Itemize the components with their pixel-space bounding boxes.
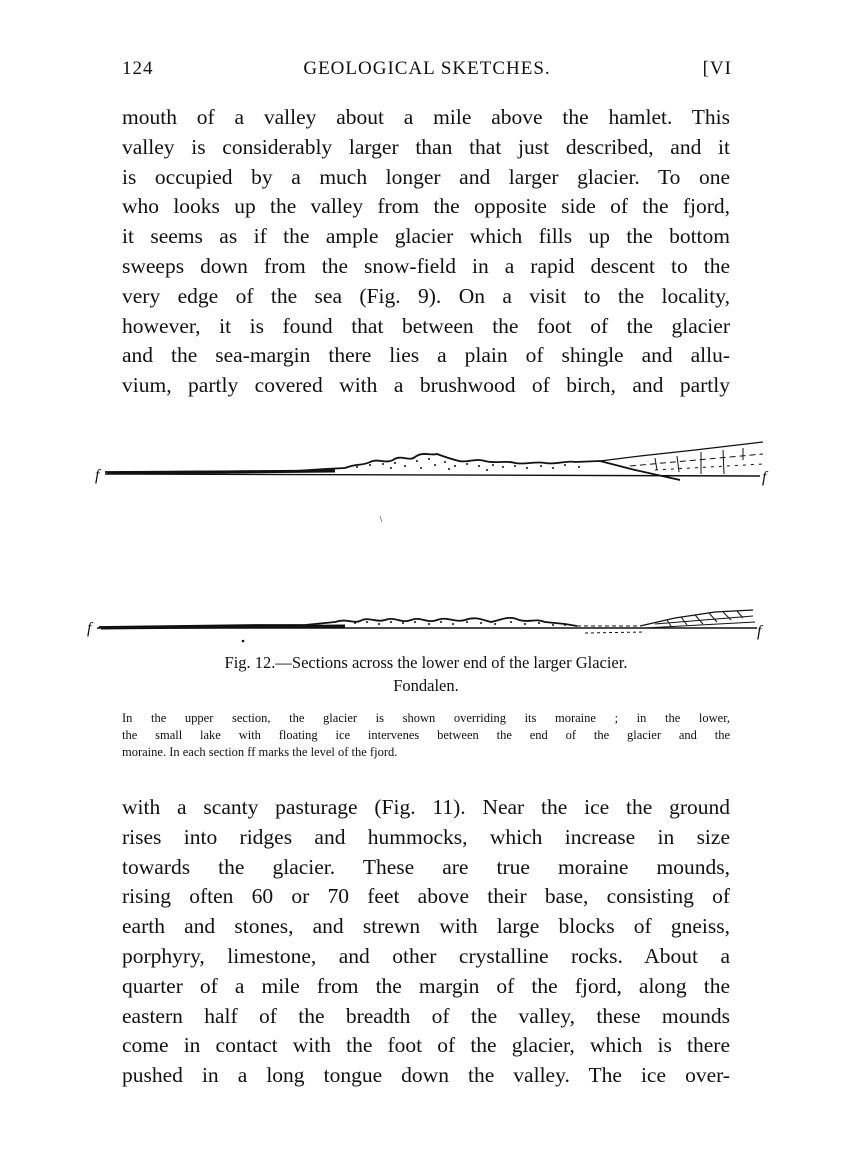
paragraph-top bbox=[122, 103, 730, 401]
caption-line: Fondalen. bbox=[393, 676, 459, 695]
lower-lake-bed bbox=[585, 632, 645, 633]
text-line: porphyry, limestone, and other crystalline rocks. About a bbox=[122, 943, 730, 968]
figure-sections bbox=[87, 430, 775, 655]
text-line: quarter of a mile from the margin of the fjord, along the bbox=[122, 973, 730, 998]
upper-glacier-crevasses bbox=[655, 448, 743, 474]
upper-glacier-layer-2 bbox=[655, 464, 763, 470]
lower-right-f-label: f bbox=[757, 623, 762, 640]
paragraph-bottom bbox=[122, 793, 730, 1091]
text-line: sweeps down from the snow-field in a rapid descent to the bbox=[122, 253, 730, 278]
stray-mark bbox=[380, 516, 382, 522]
text-line: it seems as if the ample glacier which fills up the bottom bbox=[122, 224, 730, 249]
note-line: In the upper section, the glacier is shown overriding its moraine ; in the lower, bbox=[122, 711, 730, 725]
lower-glacier-base bbox=[645, 622, 755, 628]
page-number: 124 bbox=[122, 58, 154, 79]
text-line: rising often 60 or 70 feet above their base, consisting of bbox=[122, 884, 730, 909]
glacier-section-drawing bbox=[87, 430, 775, 655]
figure-note bbox=[122, 710, 730, 761]
text-line: with a scanty pasturage (Fig. 11). Near the ice the ground bbox=[122, 795, 730, 819]
text-line: who looks up the valley from the opposite side of the fjord, bbox=[122, 194, 730, 219]
caption-line: Fig. 12.—Sections across the lower end of the larger Glacier. bbox=[224, 653, 628, 672]
book-title: GEOLOGICAL SKETCHES. bbox=[303, 58, 551, 79]
note-line: moraine. In each section ff marks the level of the fjord. bbox=[122, 745, 398, 759]
upper-section bbox=[95, 442, 769, 486]
figure-caption bbox=[122, 651, 730, 697]
lower-section bbox=[87, 610, 764, 642]
text-line: towards the glacier. These are true moraine mounds, bbox=[122, 854, 730, 879]
text-line: valley is considerably larger than that just described, and it bbox=[122, 134, 730, 159]
text-line: earth and stones, and strewn with large blocks of gneiss, bbox=[122, 914, 730, 939]
upper-base-stroke bbox=[107, 471, 335, 473]
text-line: vium, partly covered with a brushwood of birch, and partly bbox=[122, 373, 730, 398]
upper-right-f-label: f bbox=[762, 469, 767, 486]
text-line: and the sea-margin there lies a plain of shingle and allu- bbox=[122, 343, 730, 368]
upper-moraine-stipple bbox=[356, 458, 580, 471]
text-line: however, it is found that between the foot of the glacier bbox=[122, 313, 730, 338]
upper-left-f-label: f bbox=[95, 467, 100, 484]
running-head bbox=[122, 58, 732, 88]
text-line: rises into ridges and hummocks, which increase in size bbox=[122, 824, 730, 849]
text-line: is occupied by a much longer and larger glacier. To one bbox=[122, 164, 730, 189]
chapter-mark: [VI bbox=[702, 58, 732, 79]
text-line: pushed in a long tongue down the valley. The ice over- bbox=[122, 1063, 730, 1088]
lower-dot bbox=[242, 640, 245, 643]
lower-base-stroke bbox=[101, 626, 345, 628]
lower-left-f-label: f bbox=[87, 620, 92, 637]
lower-moraine-stipple bbox=[354, 621, 566, 626]
note-line: the small lake with floating ice intervenes between the end of the glacier and the bbox=[122, 728, 730, 742]
text-line: eastern half of the breadth of the valley, these mounds bbox=[122, 1003, 730, 1028]
upper-glacier-surface bbox=[600, 442, 763, 461]
text-line: very edge of the sea (Fig. 9). On a visit to the locality, bbox=[122, 283, 730, 308]
text-line: come in contact with the foot of the glacier, which is there bbox=[122, 1033, 730, 1058]
text-line: mouth of a valley about a mile above the hamlet. This bbox=[122, 105, 730, 129]
